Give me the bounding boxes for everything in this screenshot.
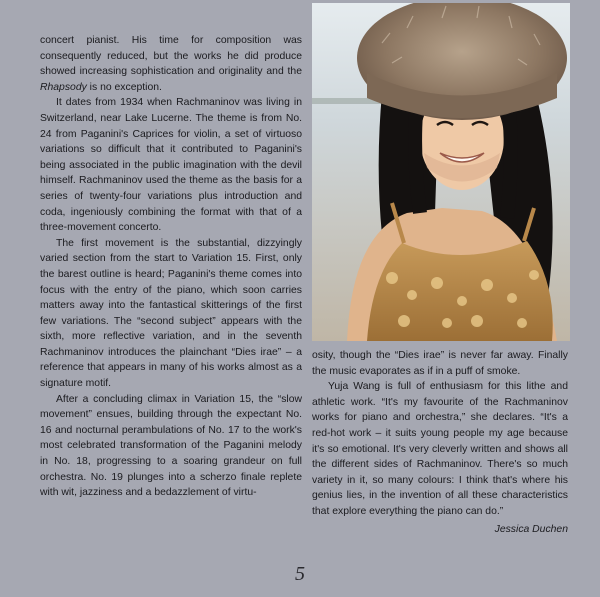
paragraph: It dates from 1934 when Rachmaninov was living in Switzerland, near Lake Lucerne. The theme is from No. 24 from Paganini's Caprices for violin, a set of virtuoso variations so difficult that it contributed to Paganini's being associated in the public imagination with the devil himself. Rachmaninov used the theme as the basis for a series of twenty-four variations plus introduction and coda, ingeniously combining the format with that of a three-movement concerto. (40, 97, 302, 234)
pianist-photo (312, 3, 570, 341)
page-number: 5 (295, 563, 305, 585)
paragraph: The first movement is the substantial, dizzyingly varied section from the start to Variation 15. First, only the barest outline is heard; Paganini's theme comes into focus with the entry of the piano, which soon carries matters away into the fantastical skitterings of the first few variations. The “second subject” appears with the sixth, more reflective variation, and in the seventh Rachmaninov introduces the plainchant “Dies irae” – a reference that appears in many of his works almost as a signature motif. (40, 237, 302, 390)
paragraph: concert pianist. His time for composition was consequently reduced, but the works he did produce showed increasing sophistication and originality and the Rhapsody is no exception. (40, 35, 302, 93)
right-text-column (312, 348, 568, 537)
left-text-column (40, 33, 302, 501)
portrait-illustration (312, 3, 570, 341)
italic-title: Rhapsody (40, 81, 87, 93)
paragraph: Yuja Wang is full of enthusiasm for this lithe and athletic work. “It's my favourite of the Rachmaninov works for piano and orchestra,” she declares. “It's a red-hot work – it suits young people my age because it's so emotional. It's very cleverly written and shows all the different sides of Rachmaninov. There's so much variety in it, so many colours: I think that's where his genius lies, in the invention of all these characteristics that explore everything the piano can do.” (312, 381, 568, 517)
paragraph: After a concluding climax in Variation 15, the “slow movement” ensues, building through the expectant No. 16 and nocturnal perambulations of No. 17 to the work's most celebrated transformation of the Paganini melody in No. 18, progressing to a soaring grandeur on full orchestra. No. 19 plunges into a scherzo finale replete with wit, jazziness and a bedazzlement of virtu- (40, 393, 302, 499)
paragraph: osity, though the “Dies irae” is never far away. Finally the music evaporates as if in a puff of smoke. (312, 350, 568, 377)
author-credit: Jessica Duchen (494, 523, 568, 535)
